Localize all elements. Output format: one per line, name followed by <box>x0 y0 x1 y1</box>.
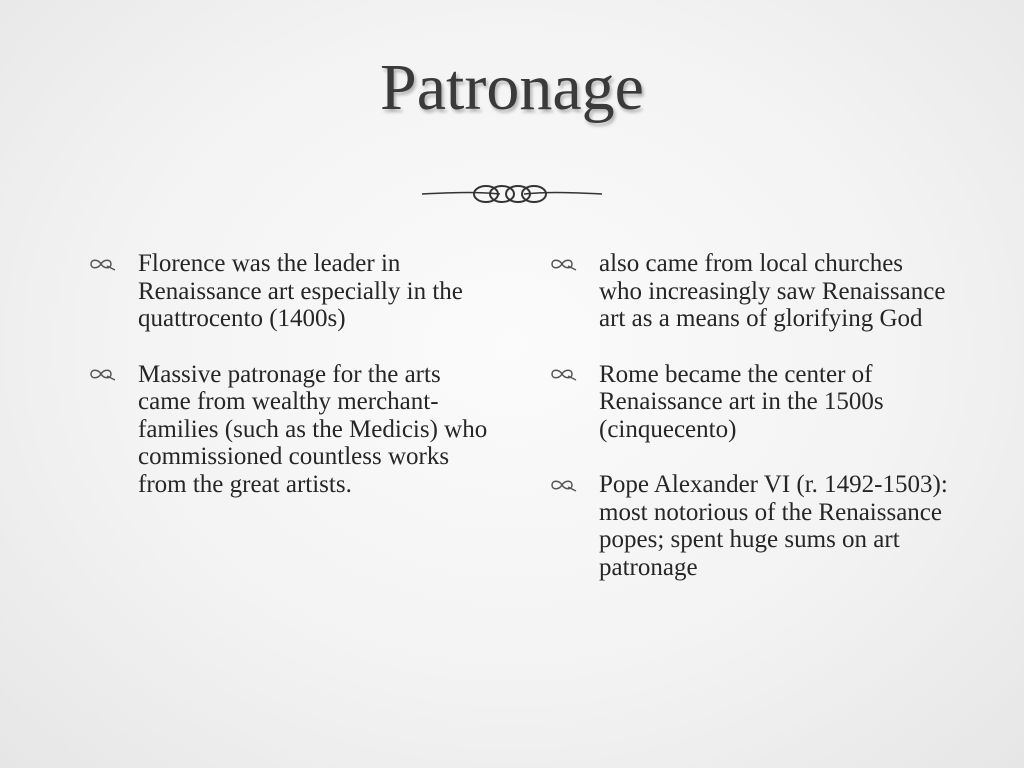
bullet-item <box>549 361 949 444</box>
bullet-text: Pope Alexander VI (r. 1492-1503): most notorious of the Renaissance popes; spent huge sums on art patronage <box>599 471 948 581</box>
bullet-text: Rome became the center of Renaissance art in the 1500s (cinquecento) <box>599 360 884 443</box>
infinity-loop-bullet-icon <box>549 361 599 388</box>
bullet-item <box>549 471 949 581</box>
left-column <box>88 250 488 526</box>
bullet-text: Florence was the leader in Renaissance art especially in the quattrocento (1400s) <box>138 250 463 332</box>
bullet-item <box>88 250 488 333</box>
infinity-loop-bullet-icon <box>549 250 599 277</box>
bullet-item <box>88 361 488 499</box>
right-column <box>549 250 949 609</box>
bullet-text: also came from local churches who increasingly saw Renaissance art as a means of glorifying God <box>599 250 946 332</box>
scroll-divider-icon <box>420 180 604 208</box>
bullet-item <box>549 250 949 333</box>
infinity-loop-bullet-icon <box>88 250 138 277</box>
infinity-loop-bullet-icon <box>88 361 138 388</box>
bullet-text: Massive patronage for the arts came from wealthy merchant-families (such as the Medicis) who commissioned countless works from the great artists. <box>138 360 488 498</box>
slide-title: Patronage <box>380 51 644 124</box>
infinity-loop-bullet-icon <box>549 471 599 498</box>
